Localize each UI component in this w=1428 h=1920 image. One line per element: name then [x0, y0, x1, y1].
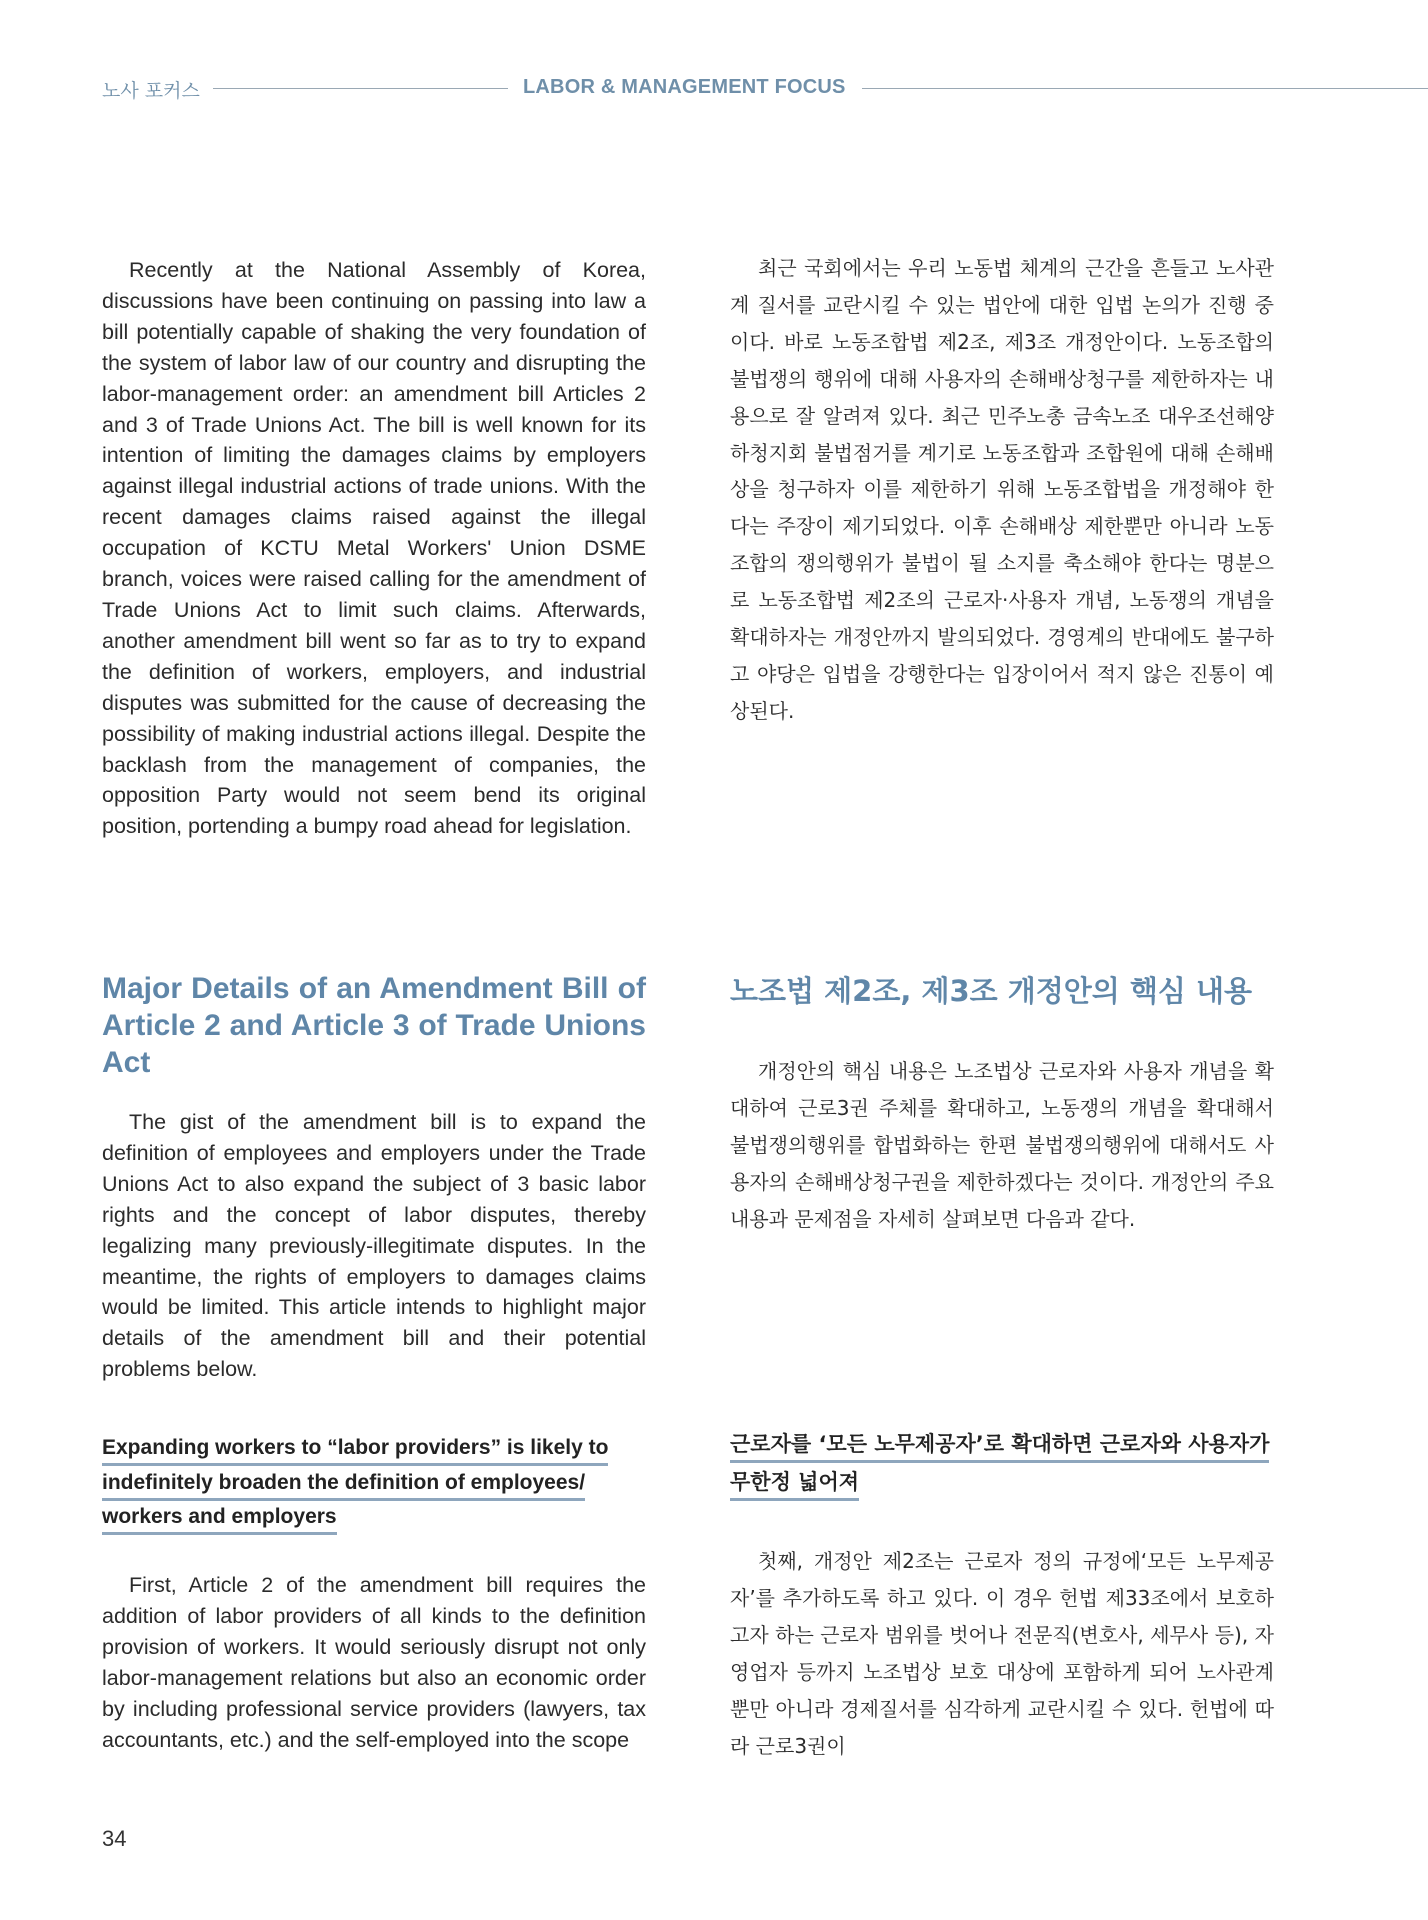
subsection1-heading-kr-text: 근로자를 ‘모든 노무제공자’로 확대하면 근로자와 사용자가 무한정 넓어져	[730, 1432, 1269, 1501]
header-rule-left	[213, 88, 508, 89]
subsection1-heading-en-text: Expanding workers to “labor providers” is likely to indefinitely broaden the definition of employees/ workers and employers	[102, 1436, 608, 1535]
subsection1-heading-column-kr	[730, 1425, 1274, 1501]
header-section-en: LABOR & MANAGEMENT FOCUS	[523, 76, 846, 98]
subsection1-heading-en	[102, 1431, 646, 1535]
page-number: 34	[102, 1826, 127, 1851]
intro-column-en	[102, 255, 646, 842]
subsection1-body-column-en	[102, 1570, 646, 1755]
section1-column-kr	[730, 972, 1274, 1010]
header-section-kr: 노사 포커스	[102, 80, 200, 102]
section1-body-column-en	[102, 1107, 646, 1385]
subsection1-body-column-kr	[730, 1543, 1274, 1764]
section1-body-column-kr	[730, 1053, 1274, 1238]
intro-paragraph-en: Recently at the National Assembly of Korea, discussions have been continuing on passing into law a bill potentially capable of shaking the very foundation of the system of labor law of our country and disrupting the labor-management order: an amendment bill Articles 2 and 3 of Trade Unions Act. The bill is well known for its intention of limiting the damages claims by employers against illegal industrial actions of trade unions. With the recent damages claims raised against the illegal occupation of KCTU Metal Workers' Union DSME branch, voices were raised calling for the amendment of Trade Unions Act to limit such claims. Afterwards, another amendment bill went so far as to try to expand the definition of workers, employers, and industrial disputes was submitted for the cause of decreasing the possibility of making industrial actions illegal. Despite the backlash from the management of companies, the opposition Party would not seem bend its original position, portending a bumpy road ahead for legislation.	[102, 258, 646, 839]
subsection1-heading-column-en	[102, 1431, 646, 1535]
subsection1-body-en: First, Article 2 of the amendment bill requires the addition of labor providers of all kinds to the definition provision of workers. It would seriously disrupt not only labor-management relations but also an economic order by including professional service providers (lawyers, tax accountants, etc.) and the self-employed into the scope	[102, 1573, 646, 1752]
section1-heading-kr: 노조법 제2조, 제3조 개정안의 핵심 내용	[730, 974, 1253, 1008]
section1-column-en	[102, 970, 646, 1081]
header-rule-right	[862, 88, 1428, 89]
intro-paragraph-kr: 최근 국회에서는 우리 노동법 체계의 근간을 흔들고 노사관계 질서를 교란시킬 수 있는 법안에 대한 입법 논의가 진행 중이다. 바로 노동조합법 제2조, 제3조 개정안이다. 노동조합의 불법쟁의 행위에 대해 사용자의 손해배상청구를 제한하자는 내용으로 잘 알려져 있다. 최근 민주노총 금속노조 대우조선해양 하청지회 불법점거를 계기로 노동조합과 조합원에 대해 손해배상을 청구하자 이를 제한하기 위해 노동조합법을 개정해야 한다는 주장이 제기되었다. 이후 손해배상 제한뿐만 아니라 노동조합의 쟁의행위가 불법이 될 소지를 축소해야 한다는 명분으로 노동조합법 제2조의 근로자·사용자 개념, 노동쟁의 개념을 확대하자는 개정안까지 발의되었다. 경영계의 반대에도 불구하고 야당은 입법을 강행한다는 입장이어서 적지 않은 진통이 예상된다.	[730, 256, 1274, 723]
section1-heading-en: Major Details of an Amendment Bill of Article 2 and Article 3 of Trade Unions Act	[102, 972, 646, 1079]
intro-column-kr	[730, 250, 1274, 730]
subsection1-body-kr: 첫째, 개정안 제2조는 근로자 정의 규정에‘모든 노무제공자’를 추가하도록 하고 있다. 이 경우 헌법 제33조에서 보호하고자 하는 근로자 범위를 벗어나 전문직(변호사, 세무사 등), 자영업자 등까지 노조법상 보호 대상에 포함하게 되어 노사관계뿐만 아니라 경제질서를 심각하게 교란시킬 수 있다. 헌법에 따라 근로3권이	[730, 1549, 1274, 1758]
subsection1-heading-kr	[730, 1425, 1274, 1501]
section1-body-kr: 개정안의 핵심 내용은 노조법상 근로자와 사용자 개념을 확대하여 근로3권 주체를 확대하고, 노동쟁의 개념을 확대해서 불법쟁의행위를 합법화하는 한편 불법쟁의행위에 대해서도 사용자의 손해배상청구권을 제한하겠다는 것이다. 개정안의 주요 내용과 문제점을 자세히 살펴보면 다음과 같다.	[730, 1059, 1274, 1231]
section1-body-en: The gist of the amendment bill is to expand the definition of employees and employers under the Trade Unions Act to also expand the subject of 3 basic labor rights and the concept of labor disputes, thereby legalizing many previously-illegitimate disputes. In the meantime, the rights of employers to damages claims would be limited. This article intends to highlight major details of the amendment bill and their potential problems below.	[102, 1110, 646, 1382]
